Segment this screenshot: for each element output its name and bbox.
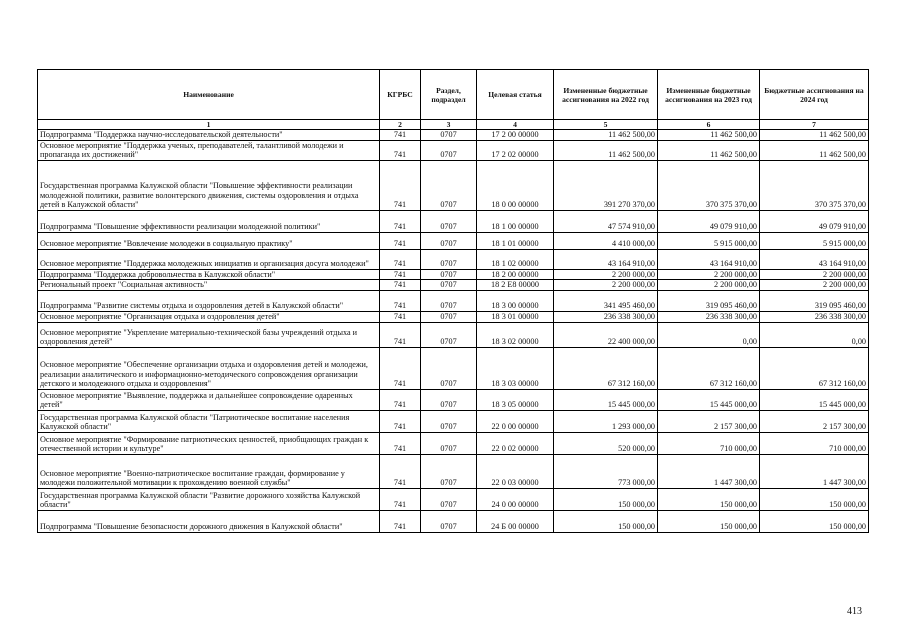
row-kgrbs: 741	[380, 510, 421, 532]
row-amount-2023: 67 312 160,00	[658, 347, 760, 389]
table-row	[38, 280, 869, 291]
row-section: 0707	[421, 347, 477, 389]
row-amount-2023: 49 079 910,00	[658, 210, 760, 232]
table-row	[38, 454, 869, 488]
row-amount-2023: 710 000,00	[658, 432, 760, 454]
table-row	[38, 160, 869, 210]
row-name: Подпрограмма "Развитие системы отдыха и оздоровления детей в Калужской области"	[38, 290, 380, 311]
row-amount-2023: 319 095 460,00	[658, 290, 760, 311]
row-amount-2024: 2 200 000,00	[760, 269, 869, 280]
row-target: 18 1 02 00000	[477, 249, 554, 269]
row-section: 0707	[421, 322, 477, 347]
row-amount-2023: 5 915 000,00	[658, 232, 760, 249]
row-name: Государственная программа Калужской области "Патриотическое воспитание населения Калужской области"	[38, 410, 380, 432]
row-kgrbs: 741	[380, 311, 421, 322]
row-amount-2022: 11 462 500,00	[554, 130, 658, 141]
row-amount-2024: 150 000,00	[760, 510, 869, 532]
row-target: 18 0 00 00000	[477, 160, 554, 210]
row-section: 0707	[421, 269, 477, 280]
row-name: Подпрограмма "Поддержка добровольчества в Калужской области"	[38, 269, 380, 280]
row-name: Основное мероприятие "Выявление, поддержка и дальнейшее сопровождение одаренных детей"	[38, 389, 380, 410]
row-amount-2024: 1 447 300,00	[760, 454, 869, 488]
column-number-row	[38, 120, 869, 130]
header-2023: Измененные бюджетные ассигнования на 2023 год	[658, 70, 760, 120]
table-row	[38, 269, 869, 280]
row-kgrbs: 741	[380, 410, 421, 432]
row-amount-2024: 2 200 000,00	[760, 280, 869, 291]
row-amount-2023: 11 462 500,00	[658, 130, 760, 141]
row-target: 24 Б 00 00000	[477, 510, 554, 532]
row-name: Основное мероприятие "Формирование патриотических ценностей, приобщающих граждан к отечественной истории и культуре"	[38, 432, 380, 454]
table-row	[38, 410, 869, 432]
table-row	[38, 311, 869, 322]
row-section: 0707	[421, 232, 477, 249]
row-amount-2022: 2 200 000,00	[554, 280, 658, 291]
row-amount-2022: 341 495 460,00	[554, 290, 658, 311]
page-number: 413	[847, 606, 862, 617]
row-amount-2024: 43 164 910,00	[760, 249, 869, 269]
table-row	[38, 347, 869, 389]
row-target: 18 1 00 00000	[477, 210, 554, 232]
row-amount-2024: 67 312 160,00	[760, 347, 869, 389]
header-2024: Бюджетные ассигнования на 2024 год	[760, 70, 869, 120]
table-row	[38, 488, 869, 510]
row-name: Государственная программа Калужской области "Развитие дорожного хозяйства Калужской области"	[38, 488, 380, 510]
row-section: 0707	[421, 280, 477, 291]
row-name: Основное мероприятие "Вовлечение молодежи в социальную практику"	[38, 232, 380, 249]
row-target: 18 3 01 00000	[477, 311, 554, 322]
row-kgrbs: 741	[380, 432, 421, 454]
row-amount-2022: 22 400 000,00	[554, 322, 658, 347]
row-name: Основное мероприятие "Организация отдыха и оздоровления детей"	[38, 311, 380, 322]
row-amount-2022: 47 574 910,00	[554, 210, 658, 232]
row-kgrbs: 741	[380, 488, 421, 510]
table-row	[38, 290, 869, 311]
row-amount-2022: 391 270 370,00	[554, 160, 658, 210]
row-amount-2023: 2 157 300,00	[658, 410, 760, 432]
row-target: 24 0 00 00000	[477, 488, 554, 510]
row-kgrbs: 741	[380, 232, 421, 249]
row-target: 18 3 02 00000	[477, 322, 554, 347]
row-kgrbs: 741	[380, 269, 421, 280]
column-number: 3	[421, 120, 477, 130]
row-amount-2022: 150 000,00	[554, 488, 658, 510]
row-amount-2024: 0,00	[760, 322, 869, 347]
column-number: 2	[380, 120, 421, 130]
row-amount-2024: 236 338 300,00	[760, 311, 869, 322]
row-amount-2023: 370 375 370,00	[658, 160, 760, 210]
row-target: 22 0 00 00000	[477, 410, 554, 432]
row-amount-2024: 370 375 370,00	[760, 160, 869, 210]
row-name: Основное мероприятие "Поддержка молодежных инициатив и организация досуга молодежи"	[38, 249, 380, 269]
table-row	[38, 210, 869, 232]
row-amount-2022: 15 445 000,00	[554, 389, 658, 410]
row-section: 0707	[421, 160, 477, 210]
row-section: 0707	[421, 389, 477, 410]
table-header-row	[38, 70, 869, 120]
row-target: 17 2 02 00000	[477, 140, 554, 160]
row-kgrbs: 741	[380, 454, 421, 488]
row-section: 0707	[421, 290, 477, 311]
row-kgrbs: 741	[380, 322, 421, 347]
column-number: 1	[38, 120, 380, 130]
row-amount-2023: 43 164 910,00	[658, 249, 760, 269]
row-kgrbs: 741	[380, 140, 421, 160]
row-amount-2024: 710 000,00	[760, 432, 869, 454]
table-row	[38, 140, 869, 160]
row-target: 18 3 05 00000	[477, 389, 554, 410]
row-section: 0707	[421, 210, 477, 232]
table-body	[38, 130, 869, 533]
row-amount-2024: 11 462 500,00	[760, 130, 869, 141]
header-target: Целевая статья	[477, 70, 554, 120]
row-amount-2022: 150 000,00	[554, 510, 658, 532]
row-name: Подпрограмма "Повышение безопасности дорожного движения в Калужской области"	[38, 510, 380, 532]
row-section: 0707	[421, 249, 477, 269]
row-target: 18 3 03 00000	[477, 347, 554, 389]
column-number: 6	[658, 120, 760, 130]
row-target: 22 0 03 00000	[477, 454, 554, 488]
row-amount-2023: 2 200 000,00	[658, 269, 760, 280]
row-section: 0707	[421, 454, 477, 488]
table-row	[38, 249, 869, 269]
header-section: Раздел, подраздел	[421, 70, 477, 120]
row-name: Региональный проект "Социальная активность"	[38, 280, 380, 291]
row-amount-2023: 11 462 500,00	[658, 140, 760, 160]
row-kgrbs: 741	[380, 347, 421, 389]
header-name: Наименование	[38, 70, 380, 120]
row-amount-2022: 773 000,00	[554, 454, 658, 488]
row-section: 0707	[421, 130, 477, 141]
row-name: Основное мероприятие "Военно-патриотическое воспитание граждан, формирование у молодежи положительной мотивации к прохождению военной службы"	[38, 454, 380, 488]
row-target: 18 1 01 00000	[477, 232, 554, 249]
row-target: 18 3 00 00000	[477, 290, 554, 311]
row-amount-2024: 150 000,00	[760, 488, 869, 510]
row-target: 18 2 00 00000	[477, 269, 554, 280]
table-row	[38, 322, 869, 347]
row-kgrbs: 741	[380, 290, 421, 311]
row-section: 0707	[421, 488, 477, 510]
row-amount-2024: 319 095 460,00	[760, 290, 869, 311]
row-name: Основное мероприятие "Поддержка ученых, преподавателей, талантливой молодежи и пропаганда их достижений"	[38, 140, 380, 160]
row-name: Основное мероприятие "Укрепление материально-технической базы учреждений отдыха и оздоровления детей"	[38, 322, 380, 347]
header-2022: Измененные бюджетные ассигнования на 2022 год	[554, 70, 658, 120]
row-amount-2022: 2 200 000,00	[554, 269, 658, 280]
column-number: 4	[477, 120, 554, 130]
row-section: 0707	[421, 410, 477, 432]
header-kgrbs: КГРБС	[380, 70, 421, 120]
row-name: Государственная программа Калужской области "Повышение эффективности реализации молодежной политики, развитие волонтерского движения, системы оздоровления и отдыха детей в Калужской области"	[38, 160, 380, 210]
row-amount-2022: 4 410 000,00	[554, 232, 658, 249]
row-amount-2024: 15 445 000,00	[760, 389, 869, 410]
row-kgrbs: 741	[380, 280, 421, 291]
row-target: 18 2 E8 00000	[477, 280, 554, 291]
row-amount-2022: 1 293 000,00	[554, 410, 658, 432]
row-kgrbs: 741	[380, 249, 421, 269]
row-amount-2023: 150 000,00	[658, 510, 760, 532]
row-amount-2023: 150 000,00	[658, 488, 760, 510]
row-name: Основное мероприятие "Обеспечение организации отдыха и оздоровления детей и молодежи, реализации аналитического и информационно-методического сопровождения организации детского и молодежного отдыха и оздоровления"	[38, 347, 380, 389]
row-amount-2024: 5 915 000,00	[760, 232, 869, 249]
row-amount-2022: 43 164 910,00	[554, 249, 658, 269]
row-amount-2024: 2 157 300,00	[760, 410, 869, 432]
row-amount-2022: 236 338 300,00	[554, 311, 658, 322]
row-name: Подпрограмма "Повышение эффективности реализации молодежной политики"	[38, 210, 380, 232]
row-kgrbs: 741	[380, 130, 421, 141]
budget-allocation-table	[37, 69, 869, 533]
row-amount-2023: 0,00	[658, 322, 760, 347]
row-amount-2022: 520 000,00	[554, 432, 658, 454]
row-amount-2022: 67 312 160,00	[554, 347, 658, 389]
row-target: 17 2 00 00000	[477, 130, 554, 141]
row-kgrbs: 741	[380, 160, 421, 210]
row-amount-2024: 11 462 500,00	[760, 140, 869, 160]
table-row	[38, 432, 869, 454]
row-target: 22 0 02 00000	[477, 432, 554, 454]
row-amount-2023: 1 447 300,00	[658, 454, 760, 488]
row-amount-2023: 2 200 000,00	[658, 280, 760, 291]
table-row	[38, 510, 869, 532]
row-section: 0707	[421, 432, 477, 454]
row-amount-2022: 11 462 500,00	[554, 140, 658, 160]
row-section: 0707	[421, 311, 477, 322]
row-kgrbs: 741	[380, 389, 421, 410]
table-row	[38, 389, 869, 410]
table-row	[38, 130, 869, 141]
column-number: 5	[554, 120, 658, 130]
table-row	[38, 232, 869, 249]
row-section: 0707	[421, 140, 477, 160]
row-amount-2023: 15 445 000,00	[658, 389, 760, 410]
column-number: 7	[760, 120, 869, 130]
row-name: Подпрограмма "Поддержка научно-исследовательской деятельности"	[38, 130, 380, 141]
row-amount-2023: 236 338 300,00	[658, 311, 760, 322]
row-amount-2024: 49 079 910,00	[760, 210, 869, 232]
row-section: 0707	[421, 510, 477, 532]
row-kgrbs: 741	[380, 210, 421, 232]
